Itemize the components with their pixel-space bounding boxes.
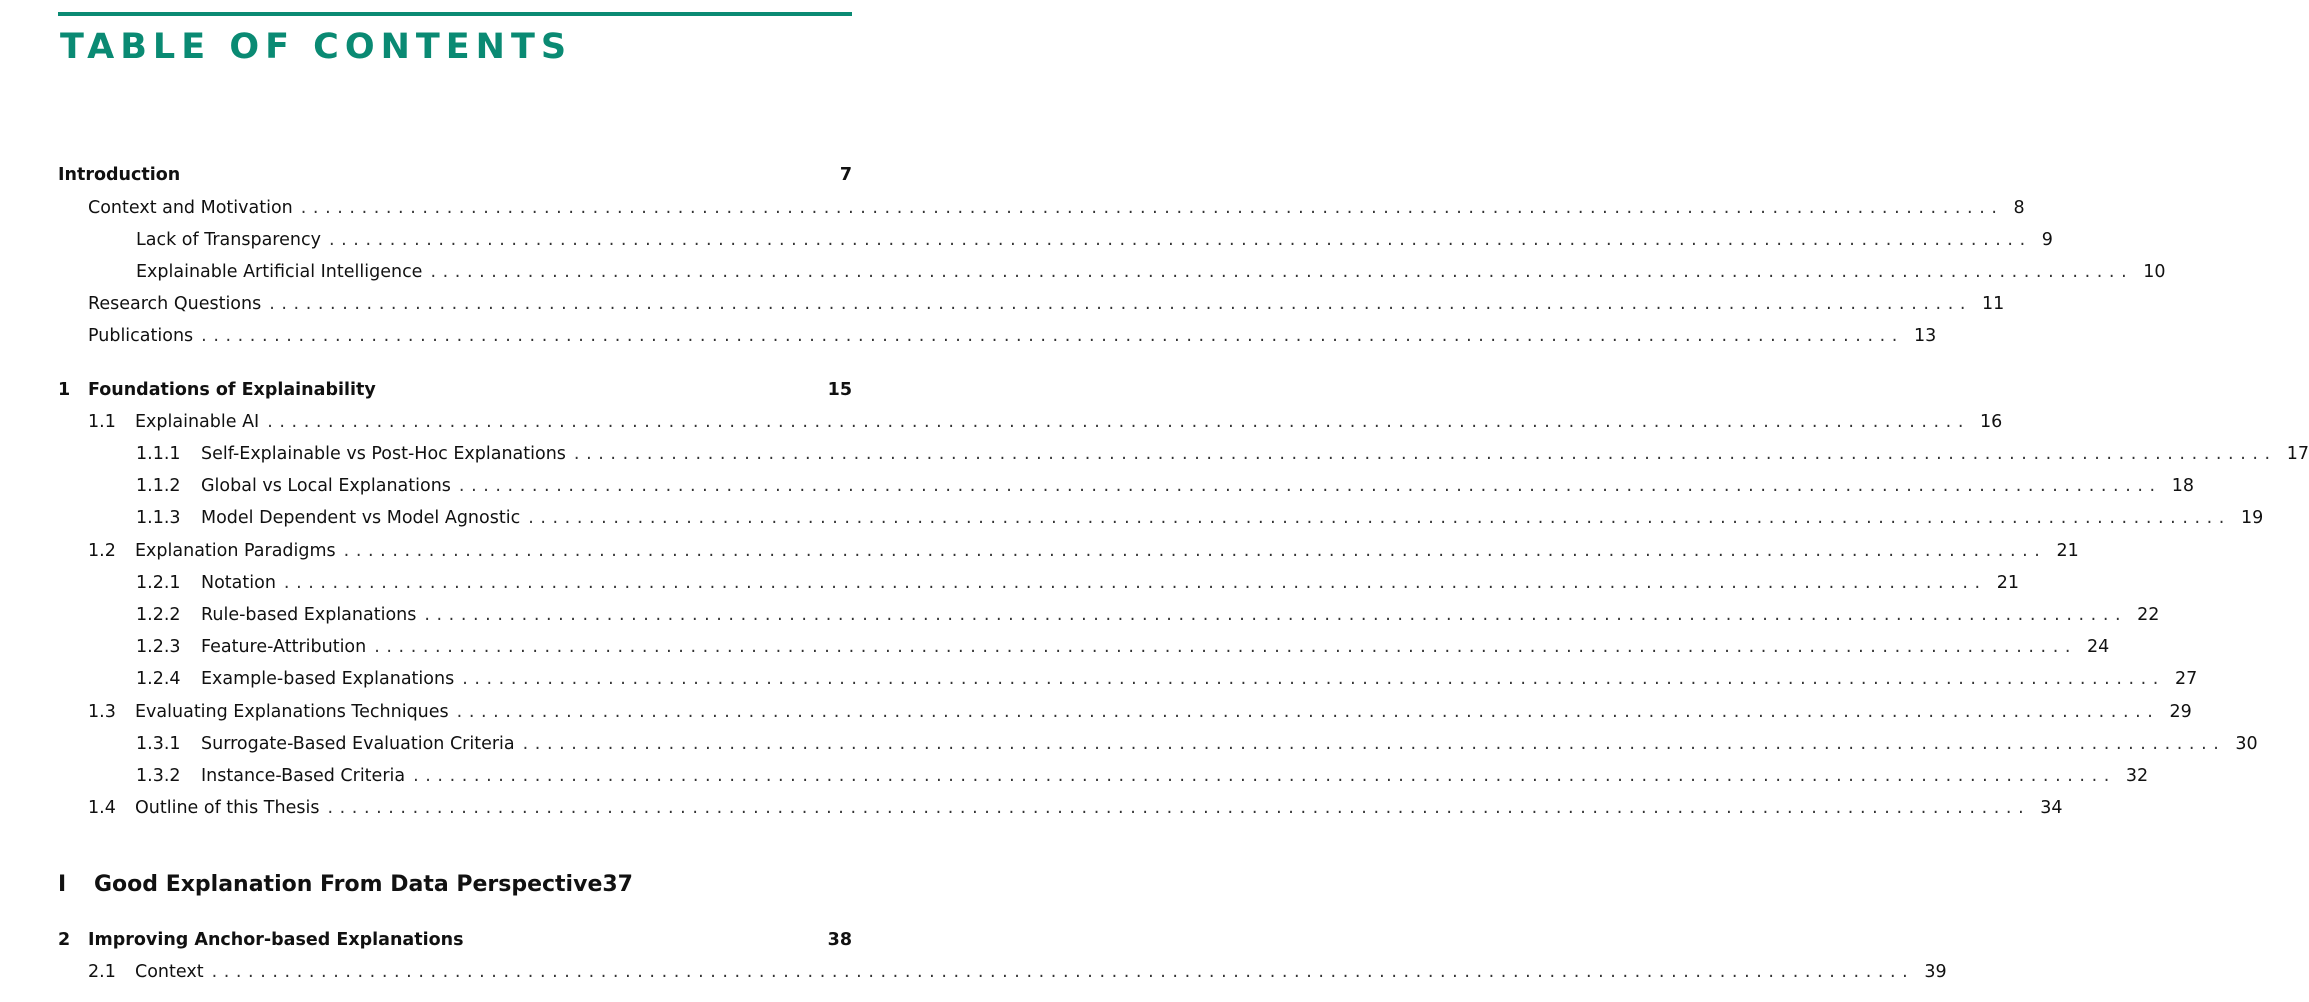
dot-leader: ............................................................................................................................................ [456, 702, 2160, 722]
toc-entry-label [58, 375, 376, 405]
dot-leader: ............................................................................................................................................ [328, 230, 2032, 250]
toc-entry-label [58, 868, 602, 902]
toc-entry-title: Context and Motivation [88, 198, 293, 218]
toc-entry-number: I [58, 872, 67, 897]
dot-leader: ............................................................................................................................................ [269, 294, 1973, 314]
toc-entry-number: 1.1.3 [136, 508, 181, 528]
dot-leader: ............................................................................................................................................ [201, 326, 1904, 346]
toc-entry-number: 2 [58, 930, 71, 950]
toc-entry-number: 1.1.1 [136, 444, 181, 464]
toc-entry-page: 11 [1982, 294, 2005, 314]
toc-entry-page: 22 [2137, 605, 2160, 625]
toc-entry-page: 37 [602, 872, 633, 897]
toc-entry-number: 1.2 [88, 541, 116, 561]
toc-entry-label [88, 407, 259, 437]
toc-entry-number: 1.4 [88, 798, 116, 818]
toc-entry[interactable] [58, 289, 2005, 319]
toc-entry-title: Example-based Explanations [201, 669, 455, 689]
toc-entry-number: 1.3 [88, 702, 116, 722]
toc-entry-title: Self-Explainable vs Post-Hoc Explanations [201, 444, 566, 464]
toc-entry-title: Explanation Paradigms [135, 541, 336, 561]
dot-leader: ............................................................................................................................................ [267, 412, 1971, 432]
toc-entry-title: Research Questions [88, 294, 262, 314]
toc-entry[interactable] [58, 321, 1937, 351]
toc-entry-title: Explainable Artificial Intelligence [136, 262, 423, 282]
toc-entry-page: 13 [1913, 326, 1937, 346]
toc-entry-title: Feature-Attribution [201, 637, 367, 657]
toc-entry-page: 7 [839, 165, 852, 185]
toc-entry-label [88, 536, 336, 566]
toc-entry-label [136, 600, 416, 630]
toc-entry[interactable] [58, 375, 852, 405]
dot-leader: ............................................................................................................................................ [343, 541, 2047, 561]
toc-entry-label [136, 664, 454, 694]
toc-entry[interactable] [58, 957, 1947, 987]
toc-entry-page: 27 [2174, 669, 2198, 689]
toc-entry-label [136, 729, 515, 759]
dot-leader: ............................................................................................................................................ [413, 766, 2116, 786]
toc-entry-label [58, 160, 180, 190]
toc-entry-page: 21 [2056, 541, 2079, 561]
dot-leader: ............................................................................................................................................ [300, 198, 2004, 218]
toc-entry-number: 1.2.4 [136, 669, 181, 689]
toc-entry-title: Notation [201, 573, 276, 593]
toc-entry[interactable] [58, 407, 2003, 437]
toc-entry-page: 18 [2171, 476, 2194, 496]
dot-leader: ............................................................................................................................................ [528, 508, 2231, 528]
toc-entry[interactable] [58, 225, 2053, 255]
dot-leader: ............................................................................................................................................ [462, 669, 2165, 689]
toc-entry-label [136, 568, 276, 598]
toc-entry-title: Good Explanation From Data Perspective [94, 872, 603, 897]
toc-entry-title: Surrogate-Based Evaluation Criteria [201, 734, 515, 754]
toc-entry[interactable] [58, 793, 2063, 823]
toc-entry-label [136, 471, 451, 501]
toc-entry-title: Model Dependent vs Model Agnostic [201, 508, 521, 528]
toc-entry-page: 24 [2087, 637, 2110, 657]
toc-entry-number: 1 [58, 380, 71, 400]
toc-entry-title: Explainable AI [135, 412, 260, 432]
toc-entry[interactable] [58, 632, 2110, 662]
toc-entry-number: 1.3.2 [136, 766, 181, 786]
dot-leader: ............................................................................................................................................ [424, 605, 2128, 625]
toc-entry-number: 1.1.2 [136, 476, 181, 496]
toc-entry-page: 17 [2286, 444, 2309, 464]
toc-entry-number: 1.2.3 [136, 637, 181, 657]
toc-entry-title: Instance-Based Criteria [201, 766, 406, 786]
toc-entry-number: 1.2.1 [136, 573, 181, 593]
toc-entry[interactable] [58, 503, 2264, 533]
toc-entry-page: 19 [2240, 508, 2264, 528]
toc-entry-label [136, 503, 520, 533]
toc-entry-title: Improving Anchor-based Explanations [88, 930, 464, 950]
toc-entry-number: 1.3.1 [136, 734, 181, 754]
toc-entry-label [88, 321, 193, 351]
toc-entry-number: 1.2.2 [136, 605, 181, 625]
toc-entry[interactable] [58, 925, 852, 955]
toc-entry-page: 29 [2169, 702, 2192, 722]
toc-entry[interactable] [58, 193, 2025, 223]
toc-entry-page: 21 [1996, 573, 2019, 593]
toc-entry-title: Outline of this Thesis [135, 798, 320, 818]
toc-entry[interactable] [58, 697, 2192, 727]
toc-entry-label [136, 761, 405, 791]
dot-leader: ............................................................................................................................................ [522, 734, 2226, 754]
toc-entry-label [88, 793, 319, 823]
toc-entry-label [136, 225, 321, 255]
toc-entry-label [58, 925, 464, 955]
toc-entry-label [136, 257, 422, 287]
toc-entry-page: 38 [827, 930, 852, 950]
toc-entry[interactable] [58, 568, 2019, 598]
toc-entry[interactable] [58, 600, 2160, 630]
toc-entry-number: 1.1 [88, 412, 116, 432]
toc-entry-title: Foundations of Explainability [88, 380, 376, 400]
toc-entry-page: 10 [2143, 262, 2166, 282]
toc-entry-title: Evaluating Explanations Techniques [135, 702, 449, 722]
toc-entry[interactable] [58, 761, 2149, 791]
toc-entry-page: 30 [2235, 734, 2258, 754]
toc-entry-number: 2.1 [88, 962, 116, 982]
dot-leader: ............................................................................................................................................ [211, 962, 1915, 982]
dot-leader: ............................................................................................................................................ [430, 262, 2134, 282]
dot-leader: ............................................................................................................................................ [327, 798, 2031, 818]
page-title: TABLE OF CONTENTS [60, 27, 573, 67]
toc-entry-title: Global vs Local Explanations [201, 476, 451, 496]
toc-entry-page: 15 [827, 380, 852, 400]
toc-entry[interactable] [58, 471, 2194, 501]
toc-entry[interactable] [58, 160, 852, 190]
toc-entry-title: Lack of Transparency [136, 230, 321, 250]
dot-leader: ............................................................................................................................................ [458, 476, 2162, 496]
toc-entry-page: 34 [2040, 798, 2063, 818]
toc-entry-label [136, 439, 566, 469]
toc-entry-label [88, 697, 449, 727]
toc-entry-page: 39 [1924, 962, 1947, 982]
toc-entry[interactable] [58, 536, 2079, 566]
toc-entry-title: Introduction [58, 165, 181, 185]
toc-entry[interactable] [58, 729, 2258, 759]
toc-entry-page: 16 [1980, 412, 2003, 432]
toc-entry-page: 32 [2125, 766, 2149, 786]
toc-entry[interactable] [58, 868, 852, 902]
toc-entry-label [88, 957, 204, 987]
dot-leader: ............................................................................................................................................ [573, 444, 2277, 464]
toc-entry-page: 8 [2013, 198, 2025, 218]
toc-entry-page: 9 [2041, 230, 2053, 250]
toc-entry[interactable] [58, 439, 2309, 469]
toc-entry-title: Context [135, 962, 204, 982]
toc-entry-label [88, 289, 261, 319]
toc-entry-label [88, 193, 293, 223]
dot-leader: ............................................................................................................................................ [374, 637, 2078, 657]
toc-entry[interactable] [58, 664, 2198, 694]
toc-entry-title: Publications [88, 326, 194, 346]
toc-entry-title: Rule-based Explanations [201, 605, 417, 625]
toc-entry[interactable] [58, 257, 2166, 287]
toc-entry-label [136, 632, 366, 662]
dot-leader: ............................................................................................................................................ [283, 573, 1987, 593]
